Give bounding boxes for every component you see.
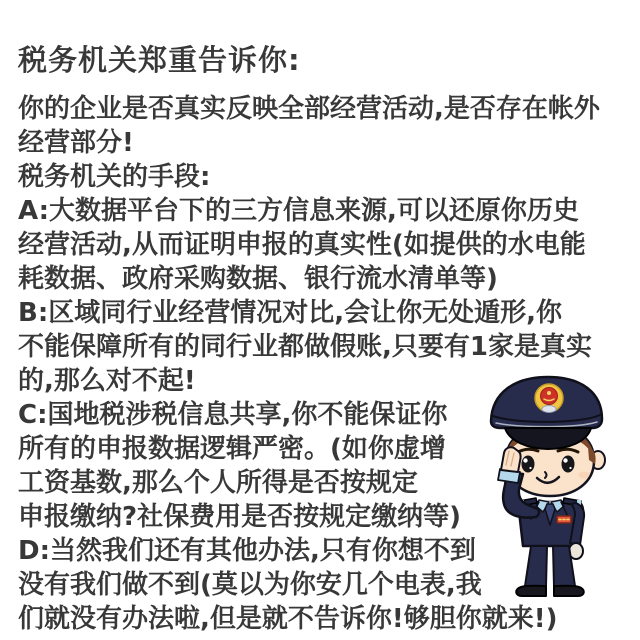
officer-shoe (516, 586, 546, 596)
officer-shoe (554, 586, 584, 596)
notice-line-3: 税务机关的手段: (18, 162, 211, 192)
notice-line-1: 你的企业是否真实反映全部经营活动,是否存在帐外 (18, 94, 600, 124)
notice-line-12: 工资基数,那么个人所得是否按规定 (18, 468, 418, 498)
notice-heading: 税务机关郑重告诉你: (18, 43, 301, 77)
notice-line-8: 不能保障所有的同行业都做假账,只要有1家是真实 (18, 332, 592, 362)
notice-line-11: 所有的申报数据逻辑严密。(如你虚增 (18, 434, 446, 464)
officer-blush (579, 472, 590, 479)
notice-line-13: 申报缴纳?社保费用是否按规定缴纳等) (18, 502, 461, 532)
notice-line-2: 经营部分! (18, 128, 134, 158)
notice-line-14: D:当然我们还有其他办法,只有你想不到 (18, 536, 476, 566)
officer-cap (491, 377, 602, 449)
notice-line-4: A:大数据平台下的三方信息来源,可以还原你历史 (18, 196, 579, 226)
cap-emblem-icon (535, 384, 563, 413)
notice-line-5: 经营活动,从而证明申报的真实性(如提供的水电能 (18, 230, 586, 260)
salute-hand (501, 447, 521, 472)
notice-line-9: 的,那么对不起! (18, 366, 196, 396)
notice-line-16: 们就没有办法啦,但是就不告诉你!够胆你就来!) (18, 604, 558, 634)
notice-line-7: B:区域同行业经营情况对比,会让你无处遁形,你 (18, 298, 562, 328)
notice-line-6: 耗数据、政府采购数据、银行流水清单等) (18, 264, 498, 294)
tax-officer-illustration (460, 365, 640, 605)
notice-line-10: C:国地税涉税信息共享,你不能保证你 (18, 400, 448, 430)
notice-line-15: 没有我们做不到(莫以为你安几个电表,我 (18, 570, 482, 600)
